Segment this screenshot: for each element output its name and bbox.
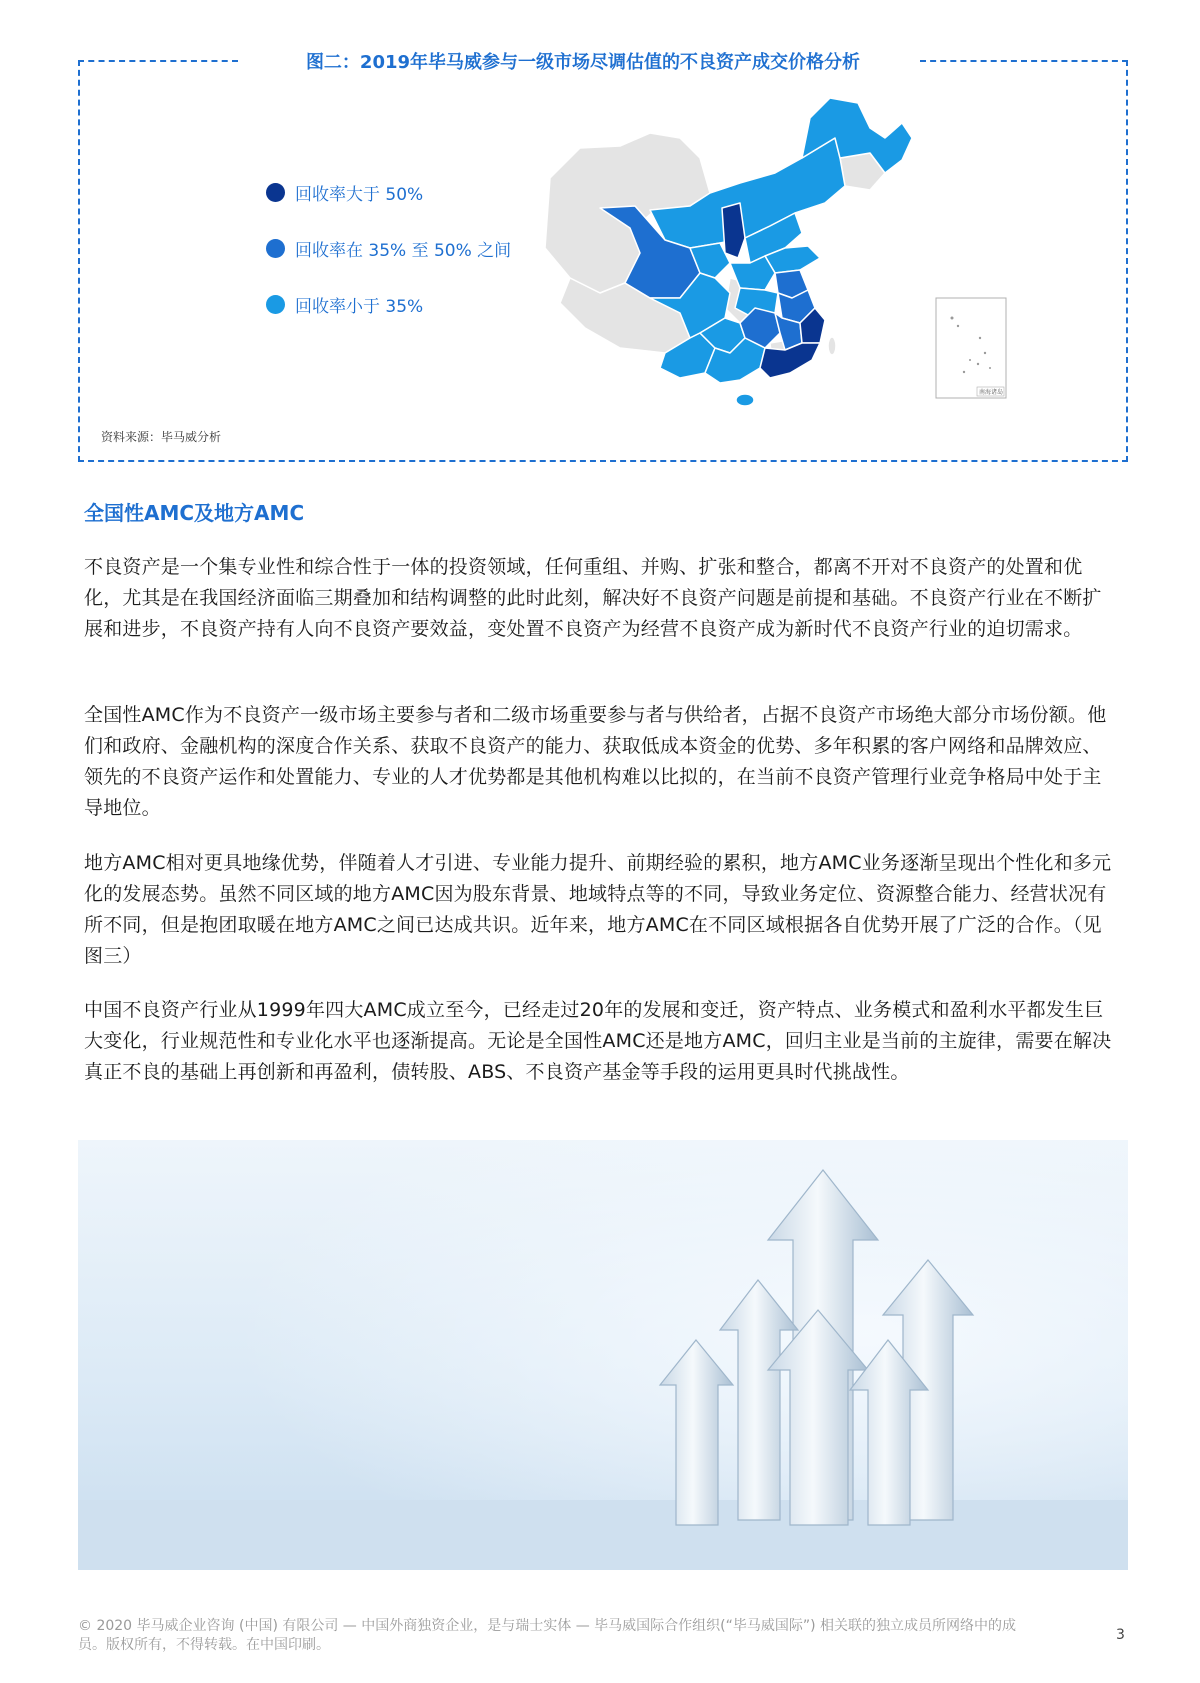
footer-copyright: © 2020 毕马威企业咨询 (中国) 有限公司 — 中国外商独资企业，是与瑞士实体 — 毕马威国际合作组织(“毕马威国际”) 相关联的独立成员所网络中的成员。版权所有，不得转载。在中国印刷。 xyxy=(78,1618,1017,1653)
legend-item-low xyxy=(266,292,511,316)
south-china-sea-inset xyxy=(936,298,1006,398)
china-map xyxy=(540,98,1030,448)
legend-label-high: 回收率大于 50% xyxy=(295,184,424,205)
arrows-illustration xyxy=(78,1140,1128,1570)
region-dark-guangdong xyxy=(760,343,820,378)
region-dark-shanxi xyxy=(722,203,745,258)
figure-source: 资料来源：毕马威分析 xyxy=(101,430,222,444)
legend-dot-high xyxy=(266,183,285,202)
legend-item-mid xyxy=(266,236,511,260)
figure-frame-top-right xyxy=(920,60,1128,62)
page-number: 3 xyxy=(1116,1627,1125,1643)
legend-label-mid: 回收率在 35% 至 50% 之间 xyxy=(295,240,512,261)
paragraph-2: 全国性AMC作为不良资产一级市场主要参与者和二级市场重要参与者与供给者，占据不良资产市场绝大部分市场份额。他们和政府、金融机构的深度合作关系、获取不良资产的能力、获取低成本资金的优势、多年积累的客户网络和品牌效应、领先的不良资产运作和处置能力、专业的人才优势都是其他机构难以比拟的，在当前不良资产管理行业竞争格局中处于主导地位。 xyxy=(84,704,1107,819)
paragraph-3: 地方AMC相对更具地缘优势，伴随着人才引进、专业能力提升、前期经验的累积，地方AMC业务逐渐呈现出个性化和多元化的发展态势。虽然不同区域的地方AMC因为股东背景、地域特点等的不同，导致业务定位、资源整合能力、经营状况有所不同，但是抱团取暖在地方AMC之间已达成共识。近年来，地方AMC在不同区域根据各自优势开展了广泛的合作。（见图三） xyxy=(84,852,1112,967)
paragraph-4: 中国不良资产行业从1999年四大AMC成立至今，已经走过20年的发展和变迁，资产特点、业务模式和盈利水平都发生巨大变化，行业规范性和专业化水平也逐渐提高。无论是全国性AMC还是地方AMC，回归主业是当前的主旋律，需要在解决真正不良的基础上再创新和再盈利，债转股、ABS、不良资产基金等手段的运用更具时代挑战性。 xyxy=(84,999,1112,1083)
region-gray-taiwan xyxy=(828,337,836,355)
arrows-photo xyxy=(78,1140,1128,1570)
legend-label-low: 回收率小于 35% xyxy=(295,296,424,317)
legend-dot-mid xyxy=(266,239,285,258)
legend-dot-low xyxy=(266,295,285,314)
section-heading: 全国性AMC及地方AMC xyxy=(84,501,305,525)
figure-title: 图二：2019年毕马威参与一级市场尽调估值的不良资产成交价格分析 xyxy=(305,52,861,73)
legend-item-high xyxy=(266,180,511,204)
region-light-hainan xyxy=(736,394,754,406)
figure-frame-top-left xyxy=(78,60,238,62)
inset-label: 南海诸岛 xyxy=(979,389,1004,396)
paragraph-1: 不良资产是一个集专业性和综合性于一体的投资领域，任何重组、并购、扩张和整合，都离不开对不良资产的处置和优化，尤其是在我国经济面临三期叠加和结构调整的此时此刻，解决好不良资产问题是前提和基础。不良资产行业在不断扩展和进步，不良资产持有人向不良资产要效益，变处置不良资产为经营不良资产成为新时代不良资产行业的迫切需求。 xyxy=(84,556,1102,640)
map-legend xyxy=(266,180,511,348)
